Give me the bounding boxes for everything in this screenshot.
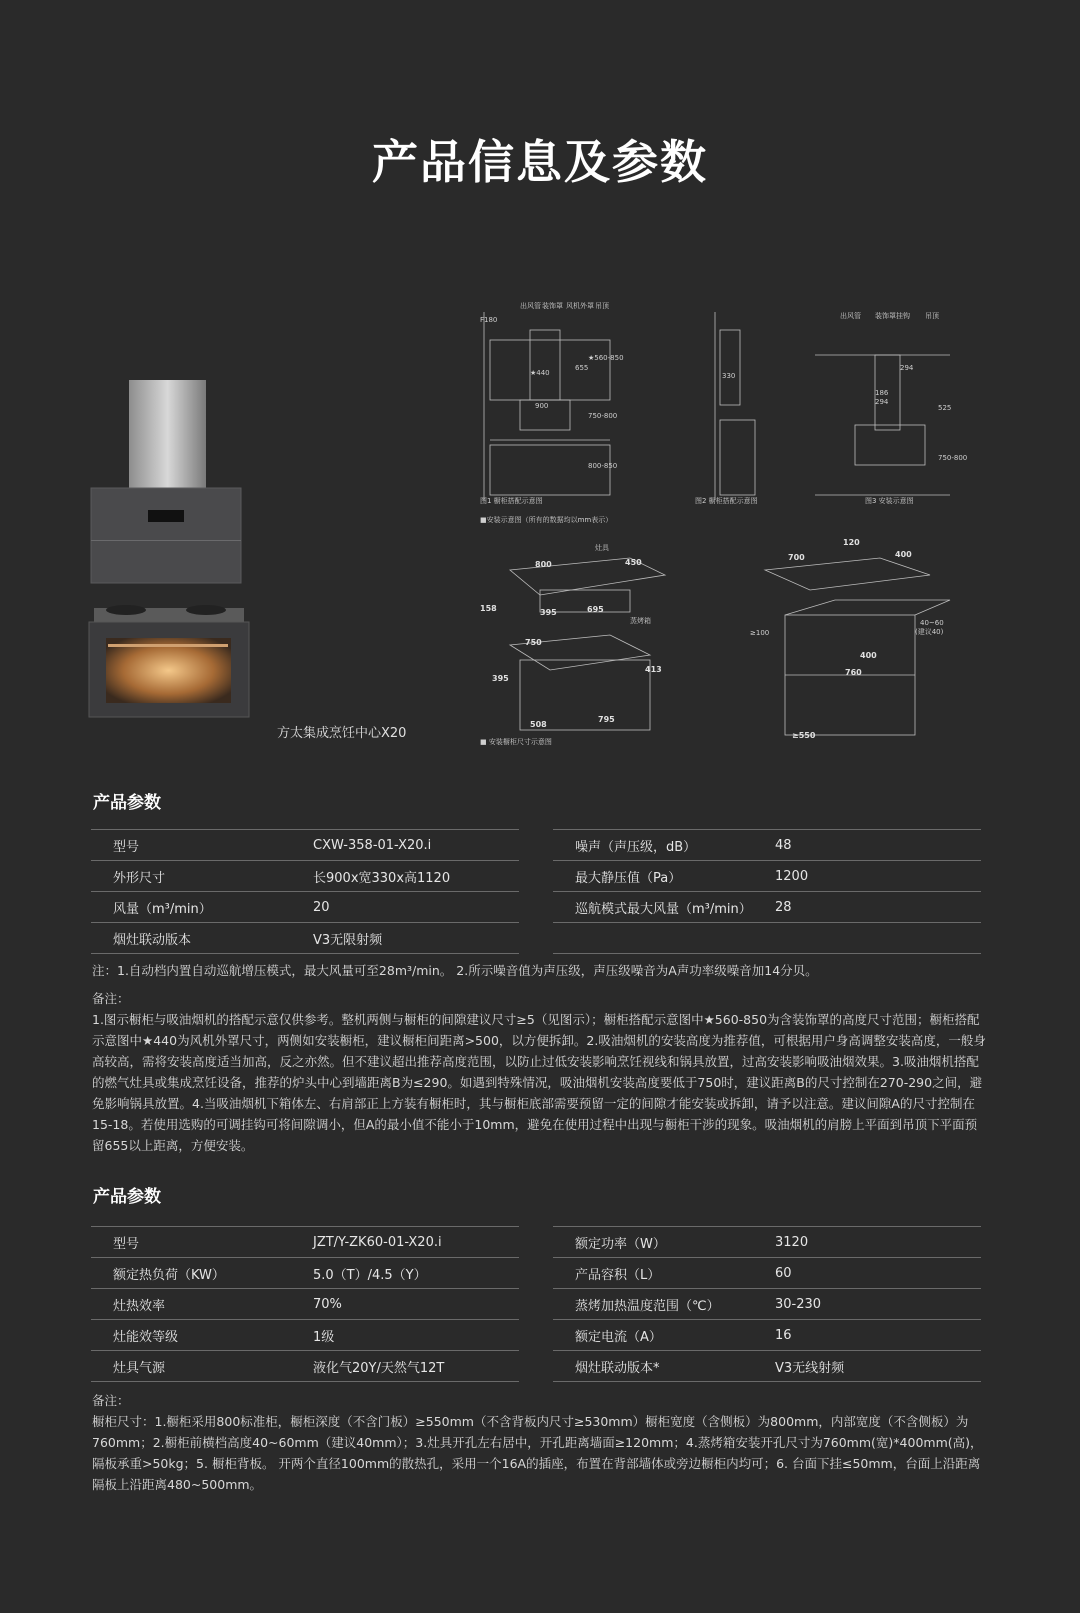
section2-table-left <box>91 1226 519 1382</box>
fig1-dim-800: 800-850 <box>588 462 618 470</box>
cabinet-caption: ■ 安装橱柜尺寸示意图 <box>480 738 552 746</box>
param-key: 烟灶联动版本 <box>113 932 192 948</box>
fig3-label-ceiling: 吊顶 <box>925 312 939 320</box>
table-row <box>553 860 981 891</box>
page-title: 产品信息及参数 <box>372 135 708 189</box>
fig1-dim-750: 750-800 <box>588 412 618 420</box>
table-row <box>91 1257 519 1288</box>
table-row <box>553 1257 981 1288</box>
dim-800: 800 <box>535 560 552 569</box>
dim-760: 760 <box>845 668 862 677</box>
param-value: 3120 <box>775 1234 809 1250</box>
table-row <box>91 1319 519 1350</box>
fig1-label-outlet: 出风管 <box>520 302 541 310</box>
param-value: 1级 <box>313 1329 335 1345</box>
table-row <box>553 922 981 954</box>
table-row <box>553 1226 981 1257</box>
section2-heading: 产品参数 <box>93 1187 161 1207</box>
fig3-dim-294b: 294 <box>875 398 889 406</box>
fig3-dim-294: 294 <box>900 364 914 372</box>
param-key: 灶具气源 <box>113 1360 166 1376</box>
table-row <box>91 860 519 891</box>
fig1-dim-900: 900 <box>535 402 549 410</box>
fig1-dim-440: ★440 <box>530 369 550 377</box>
stove-label: 灶具 <box>595 544 609 552</box>
fig3-caption: 图3 安装示意图 <box>865 497 914 505</box>
param-value: 70% <box>313 1296 342 1312</box>
fig3-dim-186: 186 <box>875 389 889 397</box>
section1-remark-title: 备注： <box>92 991 130 1006</box>
dim-400b: 400 <box>860 651 877 660</box>
fig1-label-ceiling: 吊顶 <box>595 302 609 310</box>
dim-413: 413 <box>645 665 662 674</box>
install-caption: ■安装示意图（所有的数据均以mm表示） <box>480 516 613 524</box>
fig1-label-cover: 装饰罩 <box>542 302 563 310</box>
product-caption: 方太集成烹饪中心X20 <box>277 726 407 741</box>
dim-700: 700 <box>788 553 805 562</box>
param-value: 1200 <box>775 868 809 884</box>
param-value: 60 <box>775 1265 792 1281</box>
section1-heading: 产品参数 <box>93 793 161 813</box>
installation-diagrams <box>480 300 990 780</box>
param-value: 长900x宽330x高1120 <box>313 870 451 886</box>
product-image <box>86 380 286 740</box>
table-row <box>553 1319 981 1350</box>
table-row <box>91 1288 519 1319</box>
table-row <box>91 1226 519 1257</box>
fig1-dim-655: 655 <box>575 364 589 372</box>
fig1-dim-560: ★560-850 <box>588 354 624 362</box>
param-value: 48 <box>775 837 792 853</box>
dim-40-60: 40~60 <box>920 619 944 627</box>
section1-remark: 1.图示橱柜与吸油烟机的搭配示意仅供参考。整机两侧与橱柜的间隙建议尺寸≥5（见图示）；橱柜搭配示意图中★560-850为含装饰罩的高度尺寸范围；橱柜搭配示意图中★440为风机外罩尺寸，两侧如安装橱柜，建议橱柜间距离>500，以方便拆卸。2.吸油烟机的安装高度为推荐值，可根据用户身高调整安装高度，一般身高较高，需将安装高度适当加高，反之亦然。但不建议超出推荐高度范围，以防止过低安装影响烹饪视线和锅具放置，过高安装影响吸油烟效果。3.吸油烟机搭配的燃气灶具或集成烹饪设备，推荐的炉头中心到墙距离B为≤290。如遇到特殊情况，吸油烟机安装高度要低于750时，建议距离B的尺寸控制在270-290之间，避免影响锅具放置。4.当吸油烟机下箱体左、右肩部正上方装有橱柜时，其与橱柜底部需要预留一定的间隙才能安装或拆卸，请予以注意。建议间隙A的尺寸控制在15-18。若使用选购的可调挂钩可将间隙调小，但A的最小值不能小于10mm，避免在使用过程中出现与橱柜干涉的现象。吸油烟机的肩膀上平面到吊顶下平面预留655以上距离，方便安装。 <box>92 1012 986 1153</box>
fig3-label-hook: 装饰罩挂钩 <box>875 312 910 320</box>
table-row <box>91 829 519 860</box>
dim-40-60-note: (建议40) <box>915 628 944 636</box>
dim-550: ≥550 <box>792 731 816 740</box>
section1-table-left <box>91 829 519 954</box>
param-key: 型号 <box>113 1236 140 1252</box>
section2-remark: 橱柜尺寸：1.橱柜采用800标准柜，橱柜深度（不含门板）≥550mm（不含背板内尺寸≥530mm）橱柜宽度（含侧板）为800mm，内部宽度（不含侧板）为760mm；2.橱柜前横档高度40~60mm（建议40mm）；3.灶具开孔左右居中，开孔距离墙面≥120mm；4.蒸烤箱安装开孔尺寸为760mm(宽)*400mm(高)，隔板承重>50kg；5. 橱柜背板。 开两个直径100mm的散热孔，采用一个16A的插座，布置在背部墙体或旁边橱柜内均可；6. 台面下挂≤50mm，台面上沿距离隔板上沿距离480~500mm。 <box>92 1414 983 1492</box>
param-value: 液化气20Y/天然气12T <box>313 1360 445 1376</box>
fig3-dim-525: 525 <box>938 404 952 412</box>
param-key: 额定电流（A） <box>575 1329 662 1345</box>
param-value: 20 <box>313 899 330 915</box>
param-key: 外形尺寸 <box>113 870 166 886</box>
fig1-label-fan: 风机外罩 <box>566 302 594 310</box>
section2-table-right <box>553 1226 981 1382</box>
fig3-label-outlet: 出风管 <box>840 312 861 320</box>
fig1-caption: 图1 橱柜搭配示意图 <box>480 497 543 505</box>
steam-label: 蒸烤箱 <box>630 617 651 625</box>
param-key: 灶能效等级 <box>113 1329 179 1345</box>
table-row <box>91 891 519 922</box>
param-key: 蒸烤加热温度范围（℃） <box>575 1298 720 1314</box>
param-key: 额定热负荷（KW） <box>113 1267 225 1283</box>
param-value: 16 <box>775 1327 792 1343</box>
param-value: 28 <box>775 899 792 915</box>
param-key: 产品容积（L） <box>575 1267 661 1283</box>
dim-100: ≥100 <box>750 629 770 637</box>
dim-395: 395 <box>540 608 557 617</box>
param-key: 灶热效率 <box>113 1298 166 1314</box>
dim-120: 120 <box>843 538 860 547</box>
dim-158: 158 <box>480 604 497 613</box>
section1-note: 注：1.自动档内置自动巡航增压模式，最大风量可至28m³/min。 2.所示噪音值为声压级，声压级噪音为A声功率级噪音加14分贝。 <box>92 963 818 978</box>
param-value: CXW-358-01-X20.i <box>313 837 432 853</box>
fig2-caption: 图2 橱柜搭配示意图 <box>695 497 758 505</box>
dim-450: 450 <box>625 558 642 567</box>
fig1-dim-180: F180 <box>480 316 498 324</box>
table-row <box>553 891 981 922</box>
param-value: V3无线射频 <box>775 1360 845 1376</box>
table-row <box>91 922 519 954</box>
param-key: 噪声（声压级，dB） <box>575 839 697 855</box>
param-key: 额定功率（W） <box>575 1236 666 1252</box>
dim-795: 795 <box>598 715 615 724</box>
param-key: 风量（m³/min） <box>113 901 212 917</box>
dim-695: 695 <box>587 605 604 614</box>
param-key: 型号 <box>113 839 140 855</box>
param-key: 最大静压值（Pa） <box>575 870 682 886</box>
dim-508: 508 <box>530 720 547 729</box>
param-key: 巡航模式最大风量（m³/min） <box>575 901 752 917</box>
dim-400: 400 <box>895 550 912 559</box>
fig2-dim-330: 330 <box>722 372 736 380</box>
section2-remark-title: 备注： <box>92 1393 130 1408</box>
table-row <box>91 1350 519 1382</box>
dim-395b: 395 <box>492 674 509 683</box>
param-value: V3无限射频 <box>313 932 383 948</box>
param-value: 5.0（T）/4.5（Y） <box>313 1267 427 1283</box>
fig3-dim-750: 750-800 <box>938 454 968 462</box>
dim-750: 750 <box>525 638 542 647</box>
table-row <box>553 1288 981 1319</box>
param-key: 烟灶联动版本* <box>575 1360 660 1376</box>
table-row <box>553 829 981 860</box>
table-row <box>553 1350 981 1382</box>
param-value: JZT/Y-ZK60-01-X20.i <box>313 1234 442 1250</box>
section1-table-right <box>553 829 981 954</box>
param-value: 30-230 <box>775 1296 822 1312</box>
